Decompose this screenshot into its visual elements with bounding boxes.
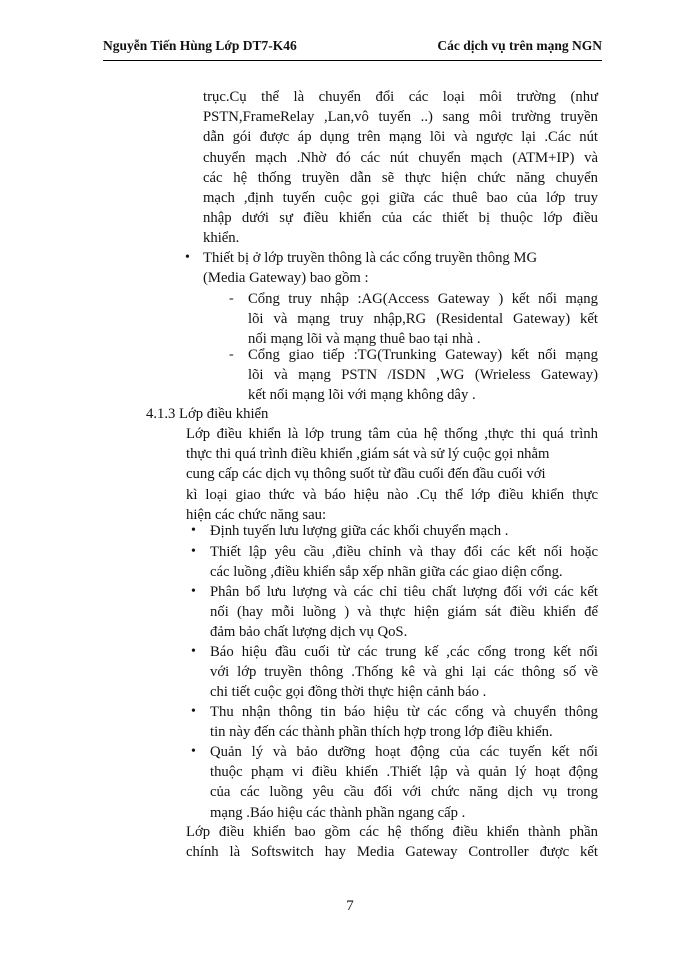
text-line: hiện các chức năng sau:: [186, 506, 327, 523]
intro-paragraph: [203, 87, 598, 249]
text-line: chuyển mạch .Nhờ đó các nút chuyển mạch (ATM+IP) và: [203, 149, 598, 166]
header-rule: [103, 60, 602, 61]
bullet-icon: •: [191, 704, 196, 719]
text-line: Lớp điều khiển là lớp trung tâm của hệ thống ,thực thi quá trình: [186, 426, 598, 442]
text-line: của các luồng yêu cầu đối với chức năng dịch vụ trong: [210, 784, 598, 801]
bullet-icon: •: [191, 544, 196, 559]
text-line: nối (hay mỗi luồng ) và thực hiện giám sát điều khiển để: [210, 604, 598, 621]
text-line: Quản lý và bảo dưỡng hoạt động của các tuyến kết nối: [210, 744, 598, 760]
text-line: Định tuyến lưu lượng giữa các khối chuyển mạch .: [210, 523, 509, 539]
section-heading: [146, 404, 446, 424]
text-line: thực thi quá trình điều khiển ,giám sát và sử lý cuộc gọi nhằm: [186, 446, 550, 463]
section-heading-text: 4.1.3 Lớp điều khiển: [146, 406, 269, 422]
text-line: nối mạng lõi và mạng thuê bao tại nhà .: [248, 331, 481, 348]
text-line: dẫn gói được áp dụng trên mạng lõi và ngược lại .Các nút: [203, 129, 598, 146]
text-line: cung cấp các dịch vụ thông suốt từ đầu cuối đến đầu cuối với: [186, 466, 546, 483]
transport-bullet-text: [203, 248, 598, 288]
control-bullet: [210, 542, 598, 582]
text-line: chính là Softswitch hay Media Gateway Controller được kết: [186, 844, 598, 861]
text-line: Phân bổ lưu lượng và các chỉ tiêu chất lượng đối với các kết: [210, 584, 598, 600]
text-line: với lớp truyền thông .Thống kê và ghi lại các thông số về: [210, 664, 598, 681]
text-line: lõi và mạng PSTN /ISDN ,WG (Wrieless Gateway): [248, 367, 598, 384]
text-line: lõi và mạng truy nhập,RG (Residental Gateway) kết: [248, 311, 598, 328]
text-line: Báo hiệu đầu cuối từ các trung kế ,các cổng trong kết nối: [210, 644, 598, 660]
bullet-icon: •: [191, 584, 196, 599]
control-bullet: [210, 582, 598, 643]
header-title: Các dịch vụ trên mạng NGN: [437, 38, 602, 53]
text-line: Cổng truy nhập :AG(Access Gateway ) kết nối mạng: [248, 291, 598, 307]
text-line: PSTN,FrameRelay ,Lan,vô tuyến ..) sang môi trường truyền: [203, 109, 598, 126]
bullet-icon: •: [191, 744, 196, 759]
sub-item: [248, 345, 598, 406]
text-line: Thiết lập yêu cầu ,điều chỉnh và thay đổi các kết nối hoặc: [210, 544, 598, 560]
dash-icon: -: [229, 291, 234, 306]
text-line: chi tiết cuộc gọi đồng thời thực hiện cảnh báo .: [210, 684, 487, 701]
control-bullet: [210, 702, 598, 742]
text-line: các hệ thống truyền dẫn sẽ thực hiện chức năng chuyển: [203, 169, 598, 186]
text-line: thuộc phạm vi điều khiển .Thiết lập và quản lý hoạt động: [210, 764, 598, 781]
control-paragraph: [186, 424, 598, 525]
bullet-icon: •: [185, 250, 190, 265]
bullet-icon: •: [191, 523, 196, 538]
text-line: khiển.: [203, 230, 240, 247]
text-line: Cổng giao tiếp :TG(Trunking Gateway) kết nối mạng: [248, 347, 598, 363]
text-line: mạch ,định tuyến cuộc gọi giữa các thuê bao của lớp truy: [203, 189, 598, 206]
page-number: 7: [346, 898, 354, 914]
sub-item: [248, 289, 598, 350]
text-line: các luồng ,điều khiển sắp xếp nhãn giữa các giao diện cổng.: [210, 564, 563, 581]
text-line: đảm bảo chất lượng dịch vụ QoS.: [210, 624, 408, 641]
text-line: Lớp điều khiển bao gồm các hệ thống điều khiển thành phần: [186, 824, 598, 840]
page-header: [103, 38, 602, 58]
text-line: Thiết bị ở lớp truyền thông là các cổng truyền thông MG: [203, 250, 538, 266]
text-line: tin này đến các thành phần thích hợp trong lớp điều khiển.: [210, 724, 553, 741]
control-bullet: [210, 642, 598, 703]
text-line: kết nối mạng lõi với mạng không dây .: [248, 387, 476, 404]
header-author: Nguyễn Tiến Hùng Lớp DT7-K46: [103, 38, 297, 53]
bullet-icon: •: [191, 644, 196, 659]
text-line: kì loại giao thức và báo hiệu nào .Cụ thể lớp điều khiển thực: [186, 486, 598, 503]
control-bullet: [210, 742, 598, 823]
text-line: trục.Cụ thể là chuyển đổi các loại môi trường (như: [203, 89, 598, 105]
dash-icon: -: [229, 347, 234, 362]
text-line: (Media Gateway) bao gồm :: [203, 270, 369, 287]
closing-paragraph: [186, 822, 598, 862]
text-line: nhập dưới sự điều khiển của các thiết bị thuộc lớp điều: [203, 210, 598, 227]
control-bullet: [210, 521, 598, 541]
text-line: Thu nhận thông tin báo hiệu từ các cổng và chuyển thông: [210, 704, 598, 720]
text-line: mạng .Báo hiệu các thành phần ngang cấp .: [210, 804, 466, 821]
